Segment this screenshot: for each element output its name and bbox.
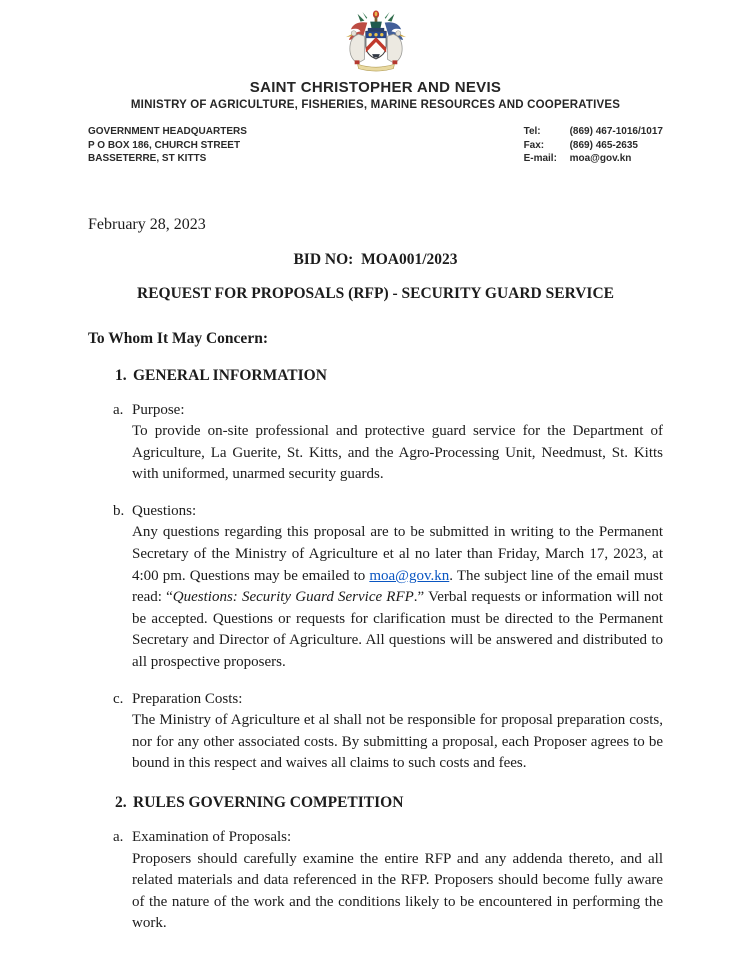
- fax-value: (869) 465-2635: [569, 139, 638, 151]
- section-heading-1: [88, 367, 663, 385]
- item-title: Questions:: [132, 502, 197, 519]
- text-segment: . The subject line of the email must read: “: [132, 567, 663, 606]
- list-item-purpose: [88, 400, 663, 486]
- letterhead-info-bar: [88, 125, 663, 166]
- contact-row-tel: [524, 125, 663, 139]
- item-paragraph: [132, 421, 663, 486]
- item-letter: b.: [113, 502, 125, 519]
- section-title: GENERAL INFORMATION: [133, 366, 327, 384]
- contact-block: [524, 125, 663, 166]
- contact-row-fax: [524, 139, 663, 153]
- section-number: 1.: [115, 366, 127, 384]
- text-segment: Any questions regarding this proposal are to be submitted in writing to the Permanent Secretary of the Ministry of Agriculture et al no later than Friday, March 17, 2023, at 4:00 pm. Questions may be emailed to: [132, 524, 663, 584]
- contact-row-email: [524, 152, 663, 166]
- email-link[interactable]: moa@gov.kn: [369, 567, 450, 584]
- list-item-examination: [88, 827, 663, 935]
- item-letter: a.: [113, 401, 124, 418]
- tel-label: Tel:: [523, 126, 541, 137]
- letterhead: [88, 0, 663, 72]
- text-segment: Proposers should carefully examine the entire RFP and any addenda thereto, and all related materials and data referenced in the RFP. Proposers should become fully aware of the nature of the work and the conditions likely to be encountered in performing the work.: [132, 850, 663, 932]
- salutation: To Whom It May Concern:: [88, 329, 268, 347]
- item-letter: c.: [113, 690, 124, 707]
- letter-subject: REQUEST FOR PROPOSALS (RFP) - SECURITY GUARD SERVICE: [137, 284, 614, 302]
- tel-value: (869) 467-1016/1017: [569, 126, 663, 137]
- item-letter: a.: [113, 829, 124, 845]
- section-heading-2: [88, 794, 663, 812]
- fax-label: Fax:: [523, 139, 545, 151]
- text-segment: The Ministry of Agriculture et al shall not be responsible for proposal preparation costs, nor for any other associated costs. By submitting a proposal, each Proposer agrees to be bound in this respect and waives all claims to such costs and fees.: [132, 712, 663, 772]
- section-title: RULES GOVERNING COMPETITION: [133, 794, 404, 811]
- list-item-questions: [88, 501, 663, 674]
- item-paragraph: [132, 849, 663, 935]
- ministry-title: MINISTRY OF AGRICULTURE, FISHERIES, MARINE RESOURCES AND COOPERATIVES: [130, 99, 621, 111]
- item-title: Preparation Costs:: [132, 690, 243, 707]
- text-segment: To provide on-site professional and protective guard service for the Department of Agriculture, La Guerite, St. Kitts, and the Agro-Processing Unit, Needmust, St. Kitts with uniformed, unarmed security guards.: [132, 423, 663, 483]
- bid-number: BID NO: MOA001/2023: [293, 250, 458, 268]
- address-line: GOVERNMENT HEADQUARTERS: [88, 126, 247, 137]
- letter-date: February 28, 2023: [88, 215, 206, 233]
- address-line: BASSETERRE, ST KITTS: [88, 153, 207, 164]
- coat-of-arms-icon: [336, 10, 416, 72]
- address-line: P O BOX 186, CHURCH STREET: [88, 139, 241, 151]
- email-label: E-mail:: [523, 153, 557, 164]
- section-number: 2.: [115, 794, 127, 811]
- item-title: Purpose:: [132, 401, 185, 418]
- address-block: [88, 125, 247, 166]
- country-title: SAINT CHRISTOPHER AND NEVIS: [249, 79, 502, 96]
- item-title: Examination of Proposals:: [132, 829, 292, 845]
- text-segment: .” Verbal requests or information will not be accepted. Questions or requests for clarification must be directed to the Permanent Secretary and Director of Agriculture. All questions will be answered and distributed to all prospective proposers.: [132, 589, 663, 671]
- item-paragraph: [132, 710, 663, 775]
- text-segment: Questions: Security Guard Service RFP: [172, 589, 414, 606]
- list-item-preparation-costs: [88, 689, 663, 775]
- item-paragraph: [132, 522, 663, 673]
- email-value: moa@gov.kn: [569, 153, 632, 164]
